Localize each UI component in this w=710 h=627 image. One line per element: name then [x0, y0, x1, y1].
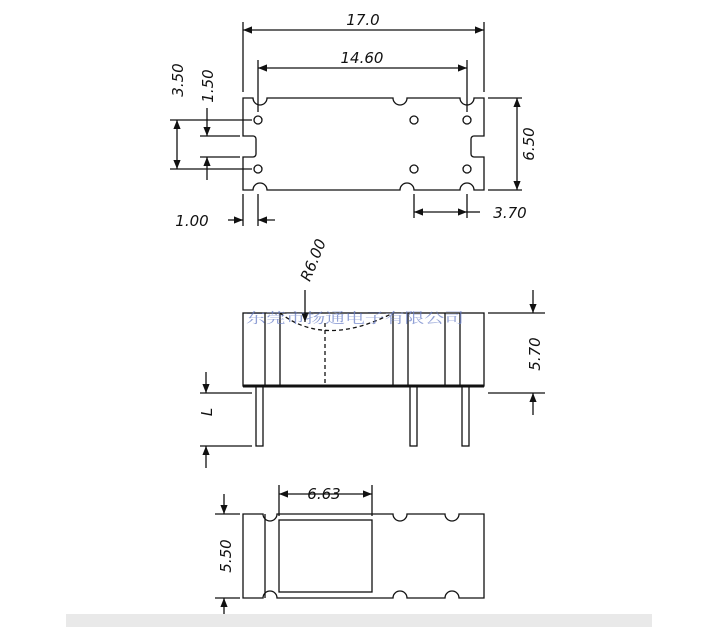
label-width: 6.50 — [520, 127, 538, 161]
label-overall-length: 17.0 — [346, 11, 380, 29]
pin-hole — [410, 116, 418, 124]
label-pin-span: 14.60 — [340, 49, 384, 67]
bottom-strip — [66, 614, 652, 627]
pin — [410, 386, 417, 446]
pin-hole — [254, 165, 262, 173]
label-window-width: 6.63 — [307, 485, 341, 503]
pin-hole — [463, 165, 471, 173]
top-view-body-outline — [243, 98, 484, 190]
pin-hole — [254, 116, 262, 124]
pin-hole — [463, 116, 471, 124]
label-radius: R6.00 — [296, 236, 330, 284]
label-bottom-height: 5.50 — [217, 539, 235, 573]
pin — [256, 386, 263, 446]
label-end-offset: 1.00 — [175, 212, 209, 230]
bottom-view — [215, 485, 484, 618]
label-pin-length: L — [198, 407, 216, 417]
label-left-pin-offset: 1.50 — [199, 69, 217, 103]
label-height: 5.70 — [526, 337, 544, 371]
label-right-pin-spacing: 3.70 — [493, 204, 527, 222]
pin-hole — [410, 165, 418, 173]
pin — [462, 386, 469, 446]
watermark-text: 东莞市扬通电子有限公司 — [246, 311, 400, 327]
label-left-pin-pitch: 3.50 — [169, 63, 187, 97]
bottom-view-window — [279, 520, 372, 592]
